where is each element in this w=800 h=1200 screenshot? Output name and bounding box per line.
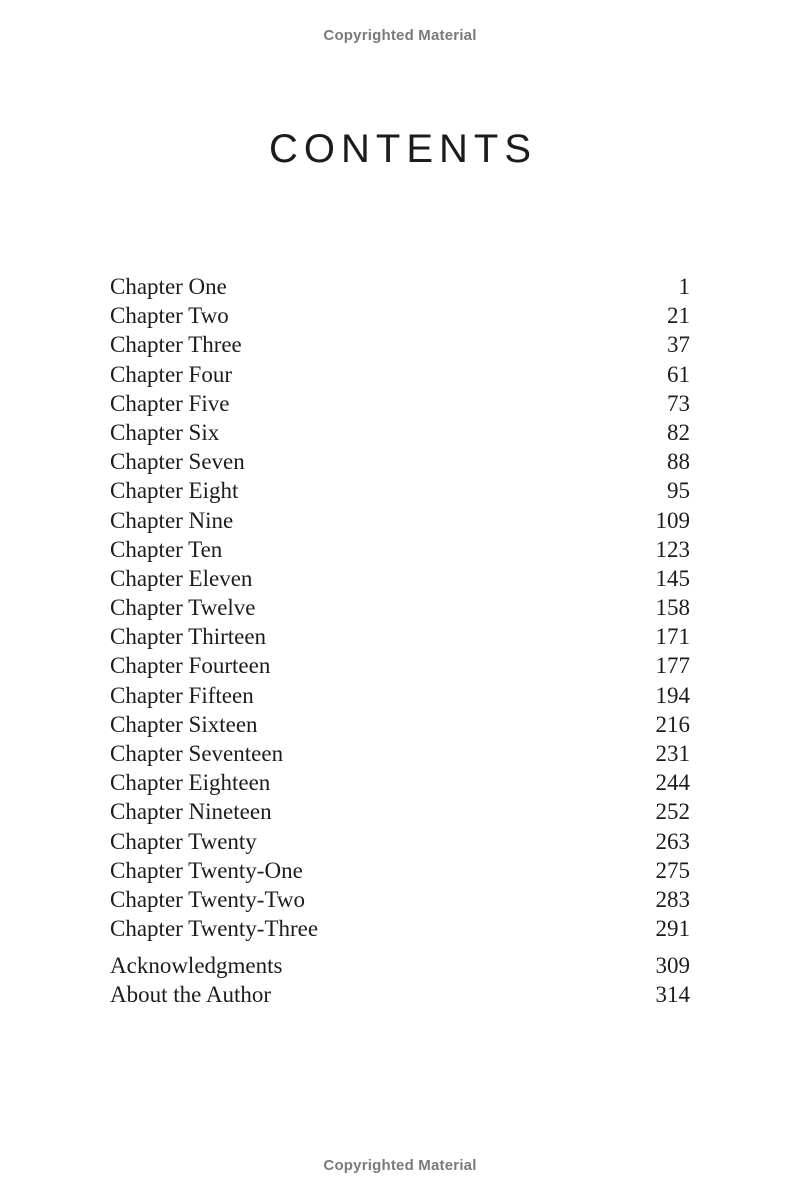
- toc-entry[interactable]: [110, 622, 690, 651]
- toc-entry-title: Chapter Twenty-Two: [110, 886, 306, 912]
- toc-entry-page: 283: [655, 886, 690, 912]
- toc-entry[interactable]: [110, 739, 690, 768]
- toc-entry-title: Chapter Ten: [110, 536, 223, 562]
- toc-entry-page: 158: [655, 595, 690, 621]
- toc-entry[interactable]: [110, 506, 690, 535]
- toc-entry-title: Chapter Eighteen: [110, 770, 271, 796]
- toc-entry-page: 194: [655, 682, 690, 708]
- toc-entry[interactable]: [110, 710, 690, 739]
- toc-entry-title: Chapter Eleven: [110, 565, 253, 591]
- toc-entry-title: Chapter Two: [110, 303, 229, 329]
- toc-entry-page: 37: [667, 332, 690, 358]
- toc-entry-title: Acknowledgments: [110, 953, 283, 978]
- toc-entry[interactable]: [110, 272, 690, 301]
- toc-entry-page: 88: [667, 449, 690, 475]
- toc-backmatter-list: [110, 951, 690, 1009]
- toc-entry-page: 1: [678, 274, 690, 299]
- copyright-watermark-bottom: Copyrighted Material: [323, 1157, 477, 1174]
- toc-entry[interactable]: [110, 768, 690, 797]
- toc-entry-page: 244: [655, 770, 690, 796]
- toc-entry[interactable]: [110, 535, 690, 564]
- toc-entry-page: 82: [667, 419, 690, 445]
- toc-entry-page: 216: [655, 711, 690, 737]
- toc-entry-title: Chapter Twenty-One: [110, 857, 303, 883]
- toc-entry-title: Chapter Five: [110, 390, 230, 416]
- toc-entry-page: 95: [667, 478, 690, 504]
- page-title: CONTENTS: [269, 126, 537, 171]
- toc-entry[interactable]: [110, 330, 690, 359]
- toc-entry-page: 145: [655, 565, 690, 591]
- toc-entry-title: Chapter Twelve: [110, 595, 256, 621]
- toc-entry[interactable]: [110, 476, 690, 505]
- toc-entry[interactable]: [110, 418, 690, 447]
- toc-entry[interactable]: [110, 447, 690, 476]
- toc-entry-title: Chapter Three: [110, 332, 242, 358]
- toc-entry-title: Chapter Fourteen: [110, 653, 271, 679]
- toc-entry[interactable]: [110, 827, 690, 856]
- toc-entry-title: Chapter Twenty-Three: [110, 916, 319, 942]
- toc-entry-page: 177: [655, 653, 690, 679]
- toc-entry-page: 21: [667, 303, 690, 329]
- toc-entry-title: Chapter Twenty: [110, 828, 257, 854]
- toc-entry-page: 109: [655, 507, 690, 533]
- toc-entry-page: 275: [655, 857, 690, 883]
- toc-entry-title: Chapter Seven: [110, 449, 245, 475]
- toc-entry-acknowledgments[interactable]: [110, 951, 690, 980]
- toc-entry[interactable]: [110, 593, 690, 622]
- copyright-watermark-top: Copyrighted Material: [323, 27, 477, 44]
- toc-entry-title: Chapter Nine: [110, 507, 234, 533]
- toc-entry-title: Chapter Six: [110, 419, 220, 445]
- toc-entry[interactable]: [110, 914, 690, 943]
- toc-entry[interactable]: [110, 389, 690, 418]
- toc-entry[interactable]: [110, 564, 690, 593]
- toc-entry-title: Chapter Eight: [110, 478, 239, 504]
- toc-entry-page: 309: [655, 953, 690, 978]
- toc-entry-page: 263: [655, 828, 690, 854]
- toc-entry-title: Chapter Sixteen: [110, 711, 258, 737]
- toc-entry-title: Chapter Four: [110, 361, 233, 387]
- toc-entry-title: Chapter Nineteen: [110, 799, 272, 825]
- toc-entry-page: 171: [655, 624, 690, 650]
- toc-entry-title: About the Author: [110, 982, 271, 1008]
- toc-entry[interactable]: [110, 681, 690, 710]
- toc-entry[interactable]: [110, 797, 690, 826]
- toc-entry-page: 314: [655, 982, 690, 1008]
- toc-entry-page: 252: [655, 799, 690, 825]
- toc-entry[interactable]: [110, 360, 690, 389]
- toc-entry-title: Chapter Seventeen: [110, 741, 284, 766]
- toc-entry-page: 123: [655, 536, 690, 562]
- toc-entry-page: 291: [655, 916, 690, 942]
- toc-entry[interactable]: [110, 856, 690, 885]
- toc-entry-page: 231: [655, 741, 690, 766]
- toc-chapter-list: [110, 272, 690, 943]
- toc-entry-about-author[interactable]: [110, 980, 690, 1009]
- toc-entry-page: 61: [667, 361, 690, 387]
- toc-entry-title: Chapter One: [110, 274, 227, 299]
- toc-entry[interactable]: [110, 885, 690, 914]
- toc-entry-title: Chapter Fifteen: [110, 682, 254, 708]
- toc-entry[interactable]: [110, 651, 690, 680]
- toc-entry-page: 73: [667, 390, 690, 416]
- toc-entry-title: Chapter Thirteen: [110, 624, 267, 650]
- toc-entry[interactable]: [110, 301, 690, 330]
